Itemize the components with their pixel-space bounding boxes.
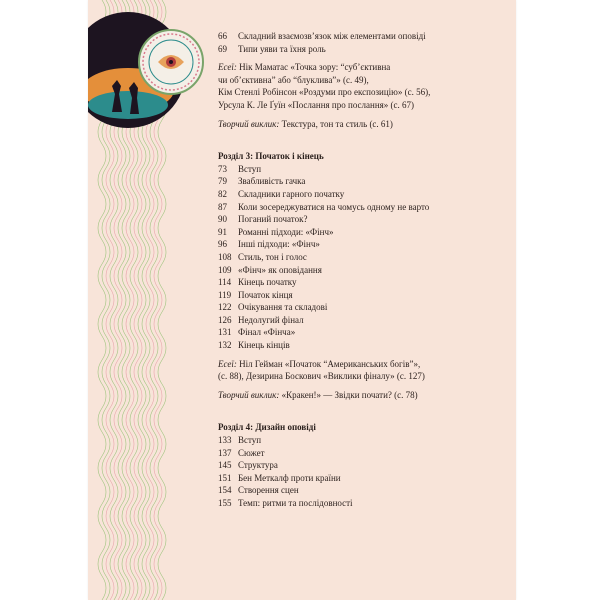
toc-entry-title: Інші підходи: «Фінч» (238, 239, 320, 250)
creative-challenge-paragraph (218, 118, 508, 131)
toc-entry (218, 188, 508, 201)
essays-text: (с. 88), Дезирина Боскович «Виклики фіналу» (с. 127) (218, 371, 425, 382)
toc-entry (218, 339, 508, 352)
toc-entry (218, 459, 508, 472)
toc-entry-title: Вступ (238, 435, 262, 446)
toc-page-number: 82 (218, 188, 227, 199)
toc-entry-title: Кінець початку (238, 277, 297, 288)
toc-entry-title: Типи уяви та їхня роль (238, 43, 326, 54)
challenge-text: Текстура, тон та стиль (с. 61) (279, 118, 393, 129)
toc-page-number: 119 (218, 289, 232, 300)
challenge-text: «Кракен!» — Звідки почати? (с. 78) (279, 389, 418, 400)
toc-page-number: 109 (218, 264, 232, 275)
toc-page-number: 79 (218, 176, 227, 187)
toc-entry (218, 289, 508, 302)
toc-entry-title: Кінець кінців (238, 340, 290, 351)
toc-entry-title: «Фінч» як оповідання (238, 264, 322, 275)
toc-entry-title: Коли зосереджуватися на чомусь одному не варто (238, 201, 430, 212)
essays-paragraph (218, 61, 508, 111)
essays-label: Есеї: (218, 62, 237, 73)
toc-entry-title: Фінал «Фінча» (238, 327, 296, 338)
toc-entry-title: Поганий початок? (238, 214, 308, 225)
essays-text: Урсула К. Ле Ґуїн «Послання про послання» (с. 67) (218, 99, 415, 110)
essays-text: Кім Стенлі Робінсон «Роздуми про експозицію» (с. 56), (218, 87, 431, 98)
toc-page-number: 122 (218, 302, 232, 313)
toc-entry-title: Темп: ритми та послідовності (238, 498, 353, 508)
toc-page-number: 126 (218, 314, 232, 325)
chapter-heading: Розділ 3: Початок і кінець (218, 151, 324, 162)
toc-page-number: 96 (218, 239, 227, 250)
toc-page-number: 108 (218, 251, 232, 262)
toc-entry-title: Вступ (238, 163, 262, 174)
toc-entry (218, 314, 508, 327)
toc-entry-title: Стиль, тон і голос (238, 251, 307, 262)
chapter-3-list (218, 163, 508, 352)
toc-entry-title: Початок кінця (238, 289, 293, 300)
toc-entry (218, 484, 508, 497)
toc-entry (218, 30, 508, 43)
toc-entry-title: Складники гарного початку (238, 188, 345, 199)
toc-page-number: 155 (218, 498, 232, 508)
toc-page-number: 114 (218, 277, 232, 288)
toc-page-number: 154 (218, 485, 232, 496)
toc-page-number: 131 (218, 327, 232, 338)
challenge-label: Творчий виклик: (218, 118, 280, 129)
toc-entry (218, 163, 508, 176)
toc-entry (218, 238, 508, 251)
toc-entry-title: Очікування та складові (238, 302, 328, 313)
toc-page-number: 73 (218, 163, 227, 174)
toc-entry (218, 43, 508, 56)
toc-entry (218, 497, 508, 510)
toc-entry-title: Створення сцен (238, 485, 299, 496)
toc-entry (218, 213, 508, 226)
toc-entry-title: Структура (238, 460, 278, 471)
toc-entry (218, 201, 508, 214)
toc-entry-title: Романні підходи: «Фінч» (238, 226, 334, 237)
essays-text: Нік Маматас «Точка зору: “суб’єктивна (236, 62, 391, 73)
toc-entry-title: Звабливість гачка (238, 176, 306, 187)
toc-entry (218, 264, 508, 277)
toc-page-number: 132 (218, 340, 232, 351)
toc-page-number: 91 (218, 226, 227, 237)
toc-entry-title: Недолугий фінал (238, 314, 304, 325)
essays-paragraph (218, 358, 508, 383)
toc-entry-title: Сюжет (238, 447, 265, 458)
toc-page-number: 66 (218, 31, 227, 41)
toc-page-number: 133 (218, 435, 232, 446)
toc-entry (218, 447, 508, 460)
toc-page-number: 137 (218, 447, 232, 458)
book-page (88, 0, 516, 600)
toc-entry (218, 434, 508, 447)
essays-text: Ніл Гейман «Початок “Американських богів”», (236, 358, 421, 369)
decorative-emblem-illustration (88, 0, 208, 140)
toc-page-number: 90 (218, 214, 227, 225)
toc-entry (218, 276, 508, 289)
chapter-4-list (218, 434, 508, 510)
chapter-heading: Розділ 4: Дизайн оповіді (218, 422, 316, 433)
essays-label: Есеї: (218, 358, 237, 369)
table-of-contents (218, 30, 508, 510)
toc-entry-title: Бен Меткалф проти країни (238, 472, 341, 483)
toc-entry (218, 472, 508, 485)
toc-entry (218, 226, 508, 239)
toc-page-number: 69 (218, 43, 227, 54)
toc-page-number: 151 (218, 472, 232, 483)
toc-page-number: 87 (218, 201, 227, 212)
toc-page-number: 145 (218, 460, 232, 471)
toc-entry (218, 175, 508, 188)
toc-entry (218, 326, 508, 339)
toc-entry-title: Складний взаємозв’язок між елементами оповіді (238, 31, 426, 41)
toc-entry (218, 301, 508, 314)
toc-entry (218, 251, 508, 264)
creative-challenge-paragraph (218, 389, 508, 402)
essays-text: чи об’єктивна” або “блуклива”» (с. 49), (218, 74, 369, 85)
challenge-label: Творчий виклик: (218, 389, 280, 400)
